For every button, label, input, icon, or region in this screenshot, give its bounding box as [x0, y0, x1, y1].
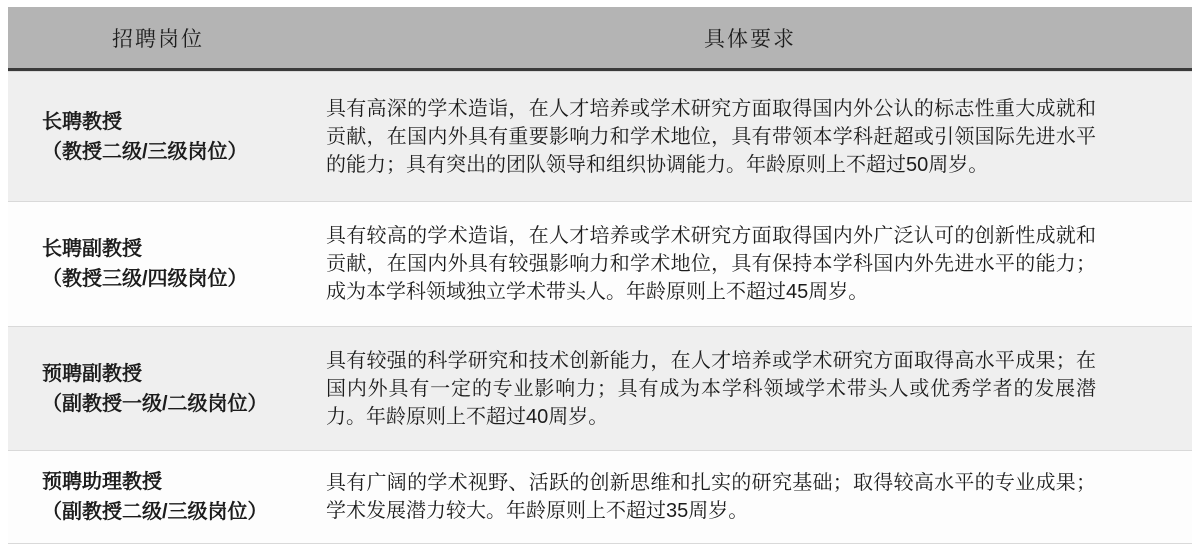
table-row: [8, 71, 1192, 201]
position-title: 预聘副教授: [42, 362, 142, 385]
position-level: （教授三级/四级岗位）: [42, 268, 248, 290]
requirements-cell: 具有广阔的学术视野、活跃的创新思维和扎实的研究基础；取得较高水平的专业成果；学术发展潜力较大。年龄原则上不超过35周岁。: [326, 472, 1096, 522]
requirements-cell: 具有较高的学术造诣，在人才培养或学术研究方面取得国内外广泛认可的创新性成就和贡献，在国内外具有较强影响力和学术地位，具有保持本学科国内外先进水平的能力；成为本学科领域独立学术带头人。年龄原则上不超过45周岁。: [326, 225, 1096, 303]
position-level: （副教授一级/二级岗位）: [42, 392, 268, 415]
position-cell: [8, 234, 308, 294]
recruitment-table: [8, 7, 1192, 544]
table-row: [8, 326, 1192, 450]
position-cell: [8, 467, 308, 527]
table-row: [8, 450, 1192, 543]
header-requirements: 具体要求: [704, 27, 796, 51]
position-title: 预聘助理教授: [42, 471, 162, 493]
header-position: 招聘岗位: [112, 27, 204, 51]
position-level: （教授二级/三级岗位）: [42, 140, 248, 163]
table-row: [8, 201, 1192, 326]
requirements-cell: 具有高深的学术造诣，在人才培养或学术研究方面取得国内外公认的标志性重大成就和贡献，在国内外具有重要影响力和学术地位，具有带领本学科赶超或引领国际先进水平的能力；具有突出的团队领导和组织协调能力。年龄原则上不超过50周岁。: [326, 97, 1096, 176]
position-cell: [8, 107, 308, 167]
position-title: 长聘教授: [42, 110, 122, 133]
position-cell: [8, 359, 308, 419]
requirements-cell: 具有较强的科学研究和技术创新能力，在人才培养或学术研究方面取得高水平成果；在国内外具有一定的专业影响力；具有成为本学科领域学术带头人或优秀学者的发展潜力。年龄原则上不超过40周岁。: [326, 349, 1096, 428]
table-header-row: [8, 7, 1192, 71]
position-level: （副教授二级/三级岗位）: [42, 501, 268, 523]
position-title: 长聘副教授: [42, 238, 142, 260]
